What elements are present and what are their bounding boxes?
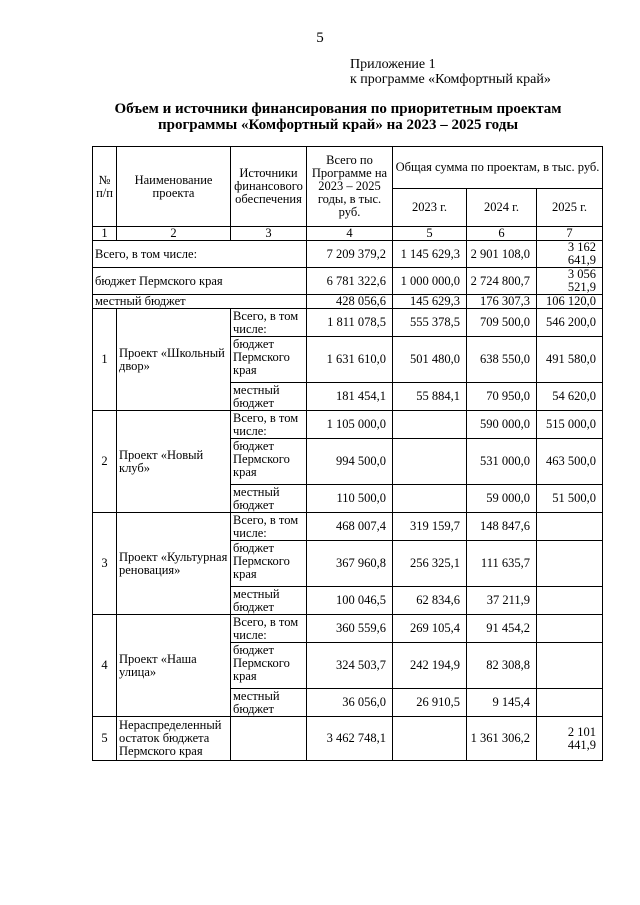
summary-row (93, 241, 603, 268)
total-cell: 1 811 078,5 (307, 309, 393, 337)
cell-2023: 555 378,5 (393, 309, 467, 337)
col-number: 1 (93, 227, 117, 241)
cell-2023: 319 159,7 (393, 513, 467, 541)
title-line-1: Объем и источники финансирования по приоритетным проектам (114, 101, 562, 117)
project-number: 3 (93, 513, 117, 615)
total-cell: 7 209 379,2 (307, 241, 393, 268)
appendix-header (350, 57, 551, 87)
source-label: бюджет Пермского края (231, 337, 307, 383)
project-name: Проект «Новый клуб» (117, 411, 231, 513)
source-label (231, 717, 307, 761)
cell-2025: 3 056 521,9 (537, 268, 603, 295)
cell-2025 (537, 541, 603, 587)
source-label: бюджет Пермского края (231, 439, 307, 485)
cell-2023: 55 884,1 (393, 383, 467, 411)
cell-2025 (537, 587, 603, 615)
cell-2023: 1 000 000,0 (393, 268, 467, 295)
total-cell: 367 960,8 (307, 541, 393, 587)
project-name: Проект «Наша улица» (117, 615, 231, 717)
appendix-line-2: к программе «Комфортный край» (350, 72, 551, 87)
project-number: 2 (93, 411, 117, 513)
cell-2023: 242 194,9 (393, 643, 467, 689)
col-number: 3 (231, 227, 307, 241)
total-cell: 36 056,0 (307, 689, 393, 717)
cell-2023: 1 145 629,3 (393, 241, 467, 268)
col-number: 5 (393, 227, 467, 241)
header-row-1 (93, 147, 603, 189)
summary-label: бюджет Пермского края (93, 268, 307, 295)
project-name: Проект «Культурная реновация» (117, 513, 231, 615)
cell-2024: 91 454,2 (467, 615, 537, 643)
cell-2024: 59 000,0 (467, 485, 537, 513)
total-cell: 110 500,0 (307, 485, 393, 513)
cell-2025: 463 500,0 (537, 439, 603, 485)
column-number-row (93, 227, 603, 241)
total-cell: 6 781 322,6 (307, 268, 393, 295)
project-row (93, 615, 603, 643)
cell-2024: 148 847,6 (467, 513, 537, 541)
header-2023: 2023 г. (393, 189, 467, 227)
project-row (93, 309, 603, 337)
summary-row (93, 268, 603, 295)
cell-2023 (393, 411, 467, 439)
cell-2025: 546 200,0 (537, 309, 603, 337)
summary-row (93, 295, 603, 309)
source-label: бюджет Пермского края (231, 643, 307, 689)
cell-2025: 2 101 441,9 (537, 717, 603, 761)
cell-2023 (393, 439, 467, 485)
financing-table (92, 146, 603, 761)
cell-2025 (537, 513, 603, 541)
cell-2025: 106 120,0 (537, 295, 603, 309)
source-label: Всего, в том числе: (231, 309, 307, 337)
project-number: 4 (93, 615, 117, 717)
total-cell: 1 105 000,0 (307, 411, 393, 439)
total-cell: 1 631 610,0 (307, 337, 393, 383)
cell-2023: 26 910,5 (393, 689, 467, 717)
col-number: 6 (467, 227, 537, 241)
project-row (93, 513, 603, 541)
total-cell: 324 503,7 (307, 643, 393, 689)
cell-2025 (537, 615, 603, 643)
source-label: Всего, в том числе: (231, 513, 307, 541)
cell-2025: 54 620,0 (537, 383, 603, 411)
project-name: Проект «Школьный двор» (117, 309, 231, 411)
cell-2024: 111 635,7 (467, 541, 537, 587)
header-name: Наименование проекта (117, 147, 231, 227)
cell-2025: 491 580,0 (537, 337, 603, 383)
cell-2024: 176 307,3 (467, 295, 537, 309)
unallocated-row (93, 717, 603, 761)
cell-2024: 2 724 800,7 (467, 268, 537, 295)
total-cell: 468 007,4 (307, 513, 393, 541)
col-number: 4 (307, 227, 393, 241)
cell-2024: 1 361 306,2 (467, 717, 537, 761)
cell-2024: 2 901 108,0 (467, 241, 537, 268)
cell-2025 (537, 643, 603, 689)
cell-2024: 70 950,0 (467, 383, 537, 411)
cell-2024: 638 550,0 (467, 337, 537, 383)
cell-2025: 3 162 641,9 (537, 241, 603, 268)
project-number: 1 (93, 309, 117, 411)
appendix-line-1: Приложение 1 (350, 57, 436, 72)
cell-2024: 709 500,0 (467, 309, 537, 337)
cell-2024: 37 211,9 (467, 587, 537, 615)
source-label: Всего, в том числе: (231, 615, 307, 643)
project-name: Нераспределенный остаток бюджета Пермского края (117, 717, 231, 761)
cell-2023: 269 105,4 (393, 615, 467, 643)
cell-2023: 256 325,1 (393, 541, 467, 587)
cell-2024: 9 145,4 (467, 689, 537, 717)
cell-2025 (537, 689, 603, 717)
total-cell: 994 500,0 (307, 439, 393, 485)
title-line-2: программы «Комфортный край» на 2023 – 2025 годы (157, 117, 519, 133)
cell-2025: 515 000,0 (537, 411, 603, 439)
source-label: бюджет Пермского края (231, 541, 307, 587)
cell-2024: 590 000,0 (467, 411, 537, 439)
total-cell: 428 056,6 (307, 295, 393, 309)
source-label: Всего, в том числе: (231, 411, 307, 439)
header-num: № п/п (93, 147, 117, 227)
project-row (93, 411, 603, 439)
cell-2023: 62 834,6 (393, 587, 467, 615)
col-number: 2 (117, 227, 231, 241)
cell-2025: 51 500,0 (537, 485, 603, 513)
cell-2023: 145 629,3 (393, 295, 467, 309)
header-sources: Источники финансового обеспечения (231, 147, 307, 227)
total-cell: 360 559,6 (307, 615, 393, 643)
summary-label: Всего, в том числе: (93, 241, 307, 268)
total-cell: 181 454,1 (307, 383, 393, 411)
cell-2023 (393, 485, 467, 513)
total-cell: 100 046,5 (307, 587, 393, 615)
source-label: местный бюджет (231, 383, 307, 411)
col-number: 7 (537, 227, 603, 241)
header-group: Общая сумма по проектам, в тыс. руб. (393, 147, 603, 189)
page-number: 5 (316, 30, 324, 46)
cell-2024: 82 308,8 (467, 643, 537, 689)
source-label: местный бюджет (231, 485, 307, 513)
cell-2024: 531 000,0 (467, 439, 537, 485)
cell-2023: 501 480,0 (393, 337, 467, 383)
header-2025: 2025 г. (537, 189, 603, 227)
source-label: местный бюджет (231, 587, 307, 615)
cell-2023 (393, 717, 467, 761)
total-cell: 3 462 748,1 (307, 717, 393, 761)
header-2024: 2024 г. (467, 189, 537, 227)
summary-label: местный бюджет (93, 295, 307, 309)
project-number: 5 (93, 717, 117, 761)
document-title (0, 101, 640, 133)
header-total: Всего по Программе на 2023 – 2025 годы, в тыс. руб. (307, 147, 393, 227)
source-label: местный бюджет (231, 689, 307, 717)
